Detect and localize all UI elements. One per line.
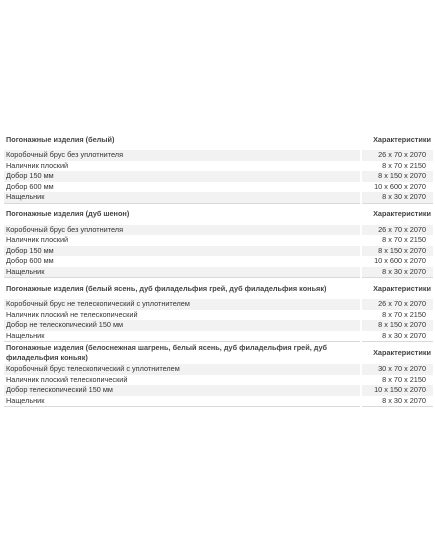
section-title: Погонажные изделия (белоснежная шагрень, белый ясень, дуб филадельфия грей, дуб филадельфия коньяк) [6,343,328,362]
product-name: Наличник плоский [4,161,361,172]
table-row [4,192,433,203]
product-name: Коробочный брус без уплотнителя [4,225,361,236]
table-row [4,299,433,310]
table-row [4,375,433,386]
table-row [4,396,433,407]
section-header [4,129,433,150]
product-dimensions: 8 x 70 x 2150 [382,309,426,319]
product-name: Нащельник [4,267,361,278]
product-dimensions: 26 x 70 x 2070 [361,299,433,310]
product-dimensions: 30 x 70 x 2070 [361,364,433,375]
product-dimensions: 10 x 150 x 2070 [361,385,433,396]
product-dimensions: 8 x 70 x 2150 [382,374,426,384]
characteristics-header: Характеристики [373,348,431,357]
product-dimensions: 26 x 70 x 2070 [361,225,433,236]
product-name: Наличник плоский [4,235,361,246]
product-dimensions: 8 x 150 x 2070 [361,320,433,331]
product-dimensions: 8 x 70 x 2150 [382,160,426,170]
product-dimensions: 10 x 600 x 2070 [374,181,426,191]
product-name: Наличник плоский телескопический [4,375,361,386]
table-row [4,320,433,331]
product-name: Добор 600 мм [4,256,361,267]
table-row [4,225,433,236]
product-name: Коробочный брус телескопический с уплотнителем [4,364,361,375]
characteristics-header: Характеристики [373,209,431,218]
table-row [4,310,433,321]
product-name: Добор 600 мм [4,182,361,193]
product-dimensions: 8 x 70 x 2150 [382,235,426,245]
characteristics-header: Характеристики [373,134,431,144]
table-row [4,171,433,182]
product-name: Коробочный брус не телескопический с уплотнителем [4,299,361,310]
table-row [4,267,433,278]
product-dimensions: 8 x 30 x 2070 [361,267,433,278]
section-header [4,203,433,225]
product-name: Добор не телескопический 150 мм [4,320,361,331]
table-row [4,246,433,257]
table-row [4,182,433,193]
table-row [4,331,433,342]
product-dimensions: 8 x 30 x 2070 [361,192,433,203]
product-name: Добор телескопический 150 мм [4,385,361,396]
table-row [4,161,433,172]
product-name: Нащельник [4,331,361,342]
product-dimensions: 10 x 600 x 2070 [374,256,426,266]
product-name: Коробочный брус без уплотнителя [4,150,361,161]
table-row [4,256,433,267]
product-name: Добор 150 мм [4,171,361,182]
product-name: Нащельник [4,192,361,203]
section-header [4,342,433,365]
product-name: Нащельник [4,396,361,407]
specification-table [4,129,433,407]
section-title: Погонажные изделия (белый ясень, дуб филадельфия грей, дуб филадельфия коньяк) [6,283,327,293]
product-name: Наличник плоский не телескопический [4,310,361,321]
section-header [4,278,433,300]
product-name: Добор 150 мм [4,246,361,257]
section-title: Погонажные изделия (дуб шенон) [6,209,130,218]
product-dimensions: 26 x 70 x 2070 [361,150,433,161]
table-row [4,150,433,161]
product-dimensions: 8 x 30 x 2070 [361,331,433,342]
table-row [4,364,433,375]
section-title: Погонажные изделия (белый) [6,134,115,144]
product-dimensions: 8 x 150 x 2070 [361,171,433,182]
table-row [4,235,433,246]
characteristics-header: Характеристики [373,283,431,293]
product-dimensions: 8 x 30 x 2070 [361,396,433,407]
table-row [4,385,433,396]
product-dimensions: 8 x 150 x 2070 [361,246,433,257]
